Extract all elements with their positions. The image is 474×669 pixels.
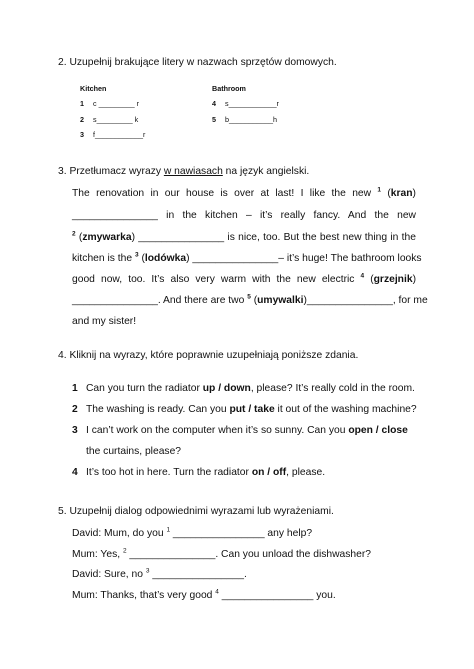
- kitchen-item-gap[interactable]: s_________ k: [93, 115, 139, 124]
- polish-word: kran: [390, 188, 413, 199]
- ex3-line: The renovation in our house is over at last! I like the new $^1$ (kran): [72, 186, 416, 199]
- ex4-item-continuation: the curtains, please?: [86, 446, 182, 457]
- bathroom-title: Bathroom: [212, 84, 246, 93]
- polish-word: umywalki: [257, 295, 304, 306]
- choice-options[interactable]: put / take: [229, 404, 275, 415]
- kitchen-item-number: 2: [80, 115, 84, 124]
- gap-number: 2: [122, 547, 127, 555]
- kitchen-title: Kitchen: [80, 84, 107, 93]
- gap-number: 1: [166, 526, 171, 534]
- kitchen-item-number: 3: [80, 130, 84, 139]
- kitchen-item-gap[interactable]: f____________r: [93, 130, 146, 139]
- ex4-item: 2 The washing is ready. Can you put / take it out of the washing machine?: [72, 404, 417, 415]
- ex3-line[interactable]: _______________ in the kitchen – it’s really fancy. And the new: [72, 210, 416, 221]
- ex3-line: good now, too. It’s also very warm with the new electric $^4$ (grzejnik): [72, 272, 416, 285]
- kitchen-item-gap[interactable]: c _________ r: [93, 99, 139, 108]
- item-number: 1: [72, 383, 78, 394]
- choice-options[interactable]: open / close: [348, 425, 408, 436]
- ex4-item: 3 I can’t work on the computer when it’s so sunny. Can you open / close: [72, 425, 408, 436]
- ex3-line[interactable]: kitchen is the $^3$ (lodówka) _______________– it’s huge! The bathroom looks: [72, 251, 422, 264]
- ex3-heading-text: 3. Przetłumacz wyrazy: [58, 166, 164, 177]
- polish-word: lodówka: [144, 253, 187, 264]
- ex2-heading: 2. Uzupełnij brakujące litery w nazwach sprzętów domowych.: [58, 57, 337, 68]
- bathroom-item-gap[interactable]: b___________h: [225, 115, 277, 124]
- choice-options[interactable]: on / off: [251, 467, 287, 478]
- ex3-line: and my sister!: [72, 316, 137, 327]
- ex3-heading-text-end: na język angielski.: [222, 166, 310, 177]
- ex3-line[interactable]: _______________. And there are two $^5$ (umywalki)_______________, for me: [72, 293, 428, 306]
- dialog-line[interactable]: David: Mum, do you $^1$ ________________ any help?: [72, 526, 313, 539]
- ex3-heading-underlined: w nawiasach: [163, 166, 223, 177]
- bathroom-item-number: 4: [212, 99, 216, 108]
- gap-number: 2: [72, 230, 76, 238]
- ex3-line[interactable]: $^2$ (zmywarka) _______________ is nice, too. But the best new thing in the: [72, 230, 416, 243]
- ex4-item: 4 It’s too hot in here. Turn the radiator on / off, please.: [72, 467, 326, 478]
- kitchen-item-number: 1: [80, 99, 84, 108]
- gap-number: 4: [215, 588, 219, 596]
- ex4-heading: 4. Kliknij na wyrazy, które poprawnie uzupełniają poniższe zdania.: [58, 350, 359, 361]
- gap-number: 1: [377, 186, 382, 194]
- ex4-item: 1 Can you turn the radiator up / down, please? It’s really cold in the room.: [72, 383, 415, 394]
- item-number: 3: [72, 425, 78, 436]
- choice-options[interactable]: up / down: [202, 383, 251, 394]
- bathroom-item-number: 5: [212, 115, 216, 124]
- polish-word: grzejnik: [373, 274, 413, 285]
- dialog-line[interactable]: Mum: Yes, $^2$ _______________. Can you unload the dishwasher?: [72, 547, 372, 560]
- gap-number: 3: [134, 251, 139, 259]
- polish-word: zmywarka: [82, 232, 132, 243]
- ex5-heading: 5. Uzupełnij dialog odpowiednimi wyrazami lub wyrażeniami.: [58, 506, 334, 517]
- gap-number: 3: [145, 567, 150, 575]
- bathroom-item-gap[interactable]: s____________r: [225, 99, 279, 108]
- dialog-line[interactable]: David: Sure, no $^3$ ________________.: [72, 567, 247, 580]
- gap-number: 5: [247, 293, 251, 301]
- gap-number: 4: [360, 272, 365, 280]
- dialog-line[interactable]: Mum: Thanks, that’s very good $^4$ ________________ you.: [72, 588, 336, 601]
- item-number: 4: [72, 467, 78, 478]
- ex3-heading: [58, 166, 309, 177]
- item-number: 2: [72, 404, 78, 415]
